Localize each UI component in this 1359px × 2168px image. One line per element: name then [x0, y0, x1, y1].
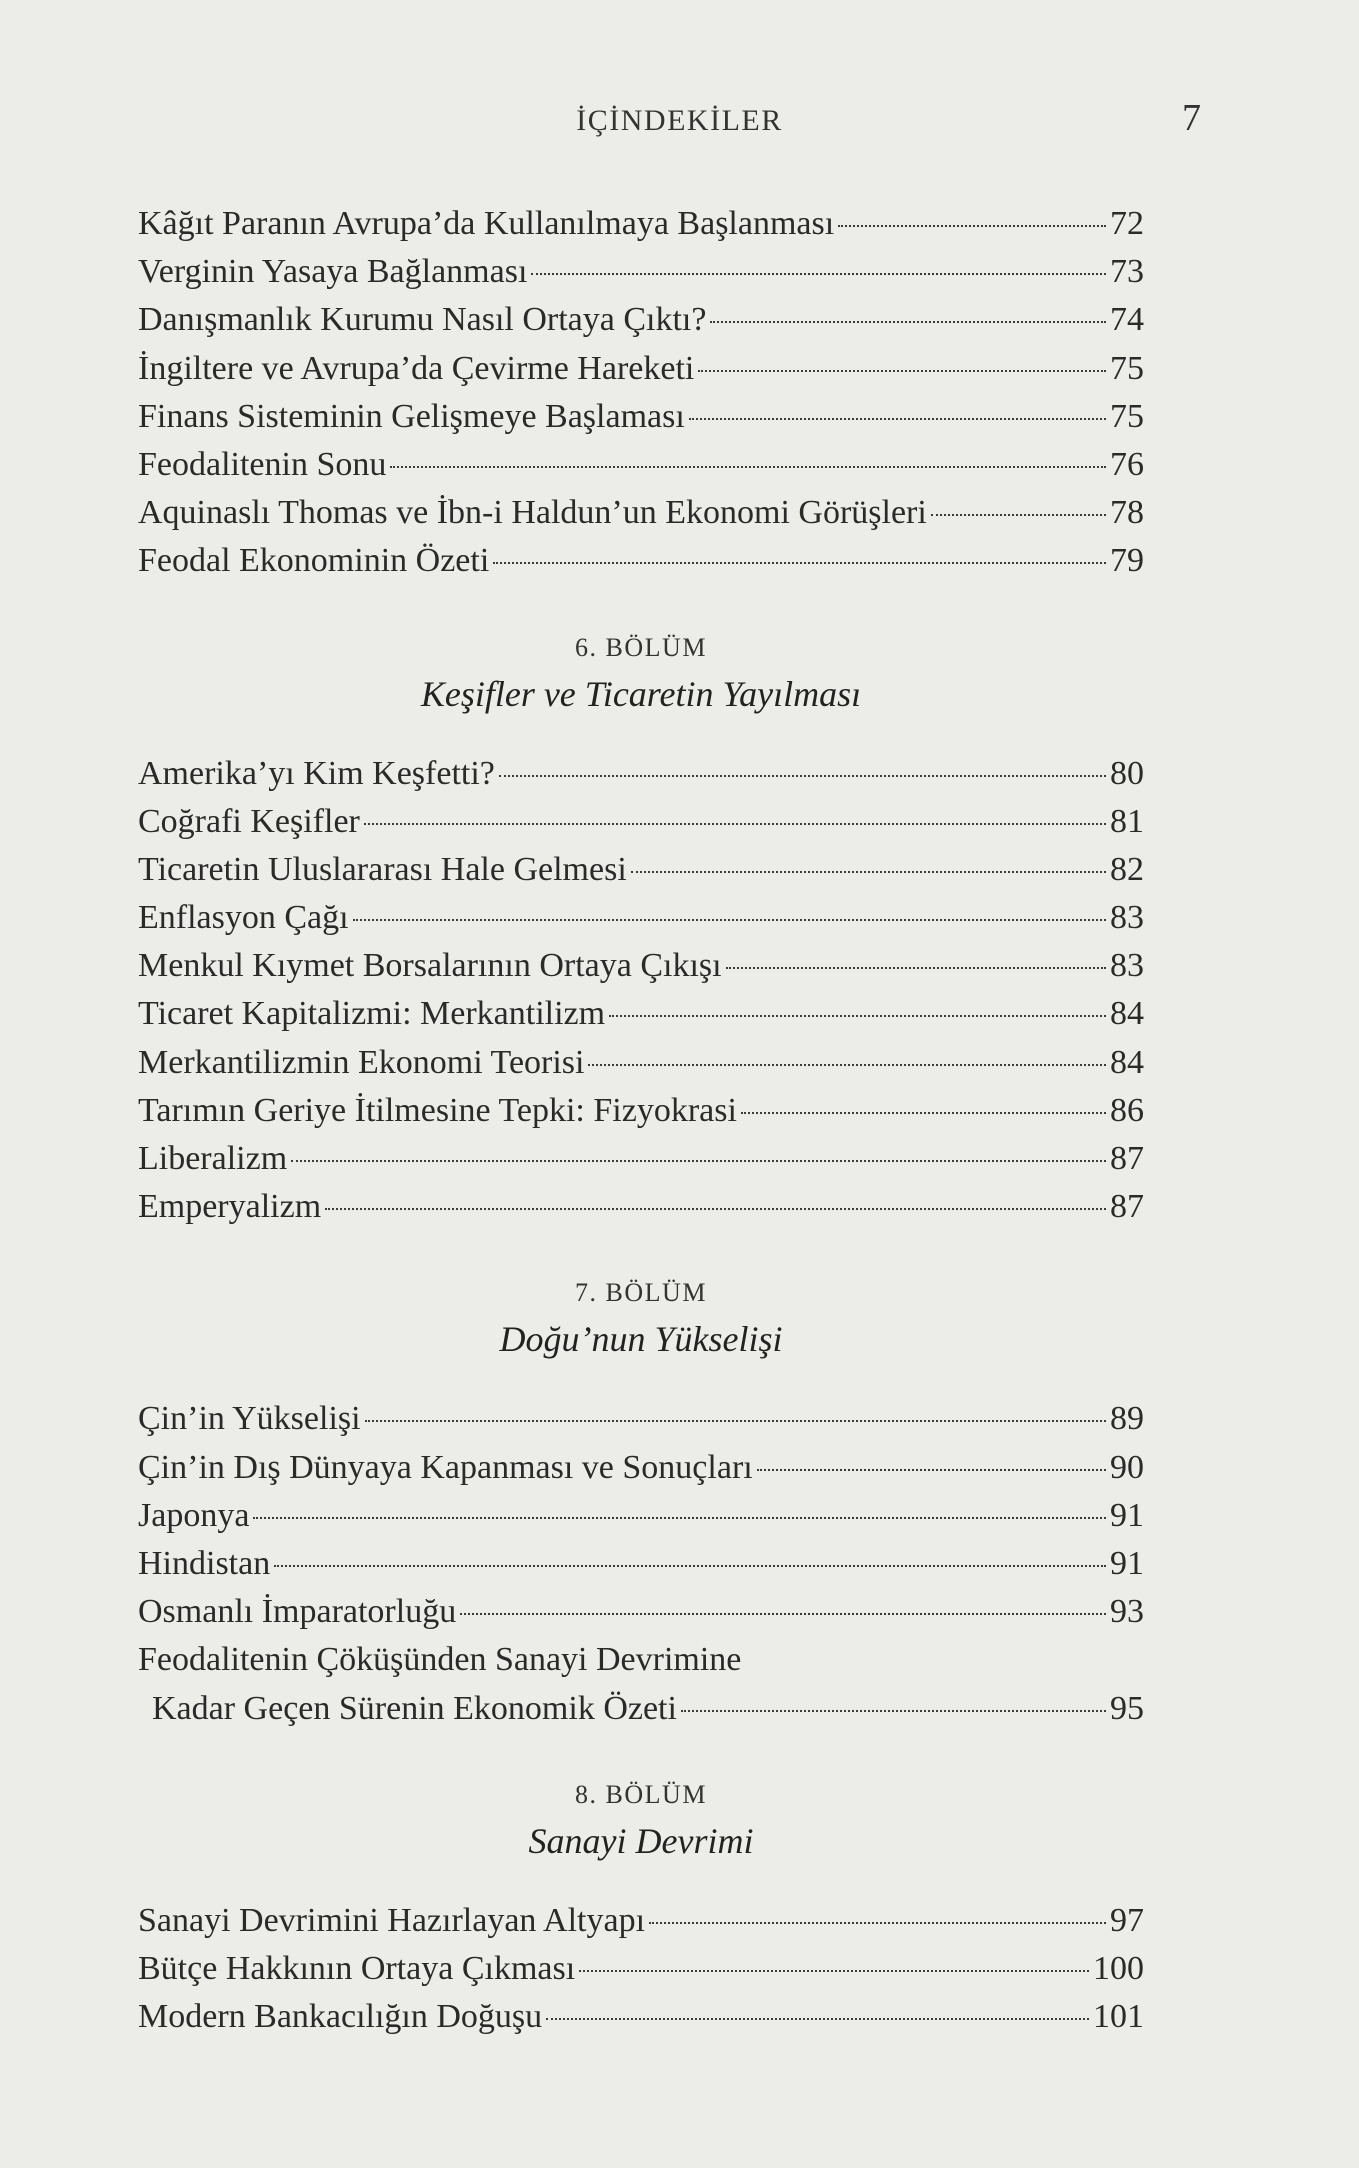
toc-entry[interactable] [138, 750, 1144, 798]
toc-entry-title: Verginin Yasaya Bağlanması [138, 253, 528, 291]
toc-entry-title: Ticaretin Uluslararası Hale Gelmesi [138, 850, 627, 888]
chapter-heading [138, 1777, 1144, 1869]
toc-entry[interactable] [138, 1039, 1144, 1087]
toc-entry-title: Feodalitenin Sonu [138, 445, 387, 483]
toc-entry-title: Modern Bankacılığın Doğuşu [138, 1998, 543, 2036]
toc-entry-page: 91 [1110, 1544, 1144, 1582]
toc-entry-title: Merkantilizmin Ekonomi Teorisi [138, 1043, 585, 1081]
toc-entry-page: 74 [1110, 301, 1144, 339]
toc-entry-title: Ticaret Kapitalizmi: Merkantilizm [138, 995, 606, 1033]
toc-entry[interactable] [138, 1183, 1144, 1231]
toc-entry-title: Coğrafi Keşifler [138, 802, 360, 840]
dot-leader [689, 418, 1106, 420]
toc-entry-title: Liberalizm [138, 1140, 288, 1177]
toc-entry-page: 78 [1110, 494, 1144, 532]
toc-entry-title: Danışmanlık Kurumu Nasıl Ortaya Çıktı? [138, 301, 707, 339]
toc-entry[interactable] [138, 894, 1144, 942]
dot-leader [588, 1064, 1106, 1066]
toc-entry[interactable] [138, 248, 1144, 296]
dot-leader [698, 370, 1106, 372]
toc-entry-title: Menkul Kıymet Borsalarının Ortaya Çıkışı [138, 947, 722, 985]
toc-entry-page: 95 [1110, 1689, 1144, 1727]
chapter-title: Keşifler ve Ticaretin Yayılması [420, 673, 862, 714]
toc-entry-page: 91 [1110, 1496, 1144, 1534]
toc-entry-multiline-second[interactable] [138, 1685, 1144, 1733]
chapter-heading [138, 630, 1144, 722]
toc-entry-page: 75 [1110, 349, 1144, 387]
toc-entry-page: 87 [1110, 1188, 1144, 1226]
toc-entry-page: 87 [1110, 1140, 1144, 1177]
toc-entry-page: 82 [1110, 850, 1144, 888]
toc-entry-title: Feodal Ekonominin Özeti [138, 542, 490, 580]
chapter-number: 8. BÖLÜM [575, 1779, 707, 1809]
toc-entry-title: Çin’in Yükselişi [138, 1400, 361, 1438]
dot-leader [757, 1469, 1106, 1471]
toc-entry-page: 81 [1110, 802, 1144, 840]
toc-entry-page: 72 [1110, 205, 1144, 242]
toc-entry-page: 84 [1110, 1043, 1144, 1081]
page-number: 7 [1182, 97, 1201, 139]
toc-entry[interactable] [138, 345, 1144, 393]
chapter-number: 7. BÖLÜM [575, 1278, 707, 1308]
dot-leader [741, 1112, 1106, 1114]
chapter-heading [138, 1275, 1144, 1367]
toc-entry-title: Hindistan [138, 1544, 271, 1582]
toc-chapter-7 [138, 1275, 1144, 1732]
dot-leader [499, 775, 1106, 777]
toc-entry-title: Kâğıt Paranın Avrupa’da Kullanılmaya Başlanması [138, 205, 835, 242]
toc-entry-title: Çin’in Dış Dünyaya Kapanması ve Sonuçları [138, 1448, 753, 1486]
dot-leader [579, 1970, 1089, 1972]
dot-leader [390, 466, 1106, 468]
table-of-contents [138, 200, 1144, 2041]
toc-entry[interactable] [138, 1444, 1144, 1492]
dot-leader [726, 967, 1106, 969]
toc-entry-page: 93 [1110, 1593, 1144, 1631]
toc-entry[interactable] [138, 441, 1144, 489]
toc-entry[interactable] [138, 489, 1144, 537]
dot-leader [649, 1922, 1106, 1924]
toc-entry-title: Japonya [138, 1496, 250, 1534]
toc-entry[interactable] [138, 537, 1144, 585]
toc-entry-title: Tarımın Geriye İtilmesine Tepki: Fizyokrasi [138, 1091, 737, 1129]
toc-entry-title: Finans Sisteminin Gelişmeye Başlaması [138, 397, 685, 435]
dot-leader [931, 514, 1106, 516]
toc-entry-title: Bütçe Hakkının Ortaya Çıkması [138, 1949, 576, 1987]
toc-chapter-8 [138, 1777, 1144, 2042]
toc-entry[interactable] [138, 200, 1144, 248]
toc-entry[interactable] [138, 1897, 1144, 1945]
dot-leader [710, 321, 1106, 323]
toc-entry-page: 79 [1110, 542, 1144, 580]
toc-entry-title: Feodalitenin Çöküşünden Sanayi Devrimine [138, 1641, 742, 1679]
dot-leader [364, 823, 1106, 825]
toc-entry-page: 73 [1110, 253, 1144, 291]
toc-entry-title: Osmanlı İmparatorluğu [138, 1593, 457, 1631]
dot-leader [531, 273, 1106, 275]
dot-leader [460, 1613, 1106, 1615]
chapter-title: Sanayi Devrimi [528, 1820, 754, 1861]
dot-leader [325, 1208, 1106, 1210]
toc-entry-title: Amerika’yı Kim Keşfetti? [138, 754, 495, 792]
toc-entry[interactable] [138, 1087, 1144, 1135]
dot-leader [274, 1565, 1106, 1567]
chapter-number: 6. BÖLÜM [575, 632, 707, 662]
toc-entry-page: 100 [1093, 1949, 1144, 1987]
toc-entry-page: 101 [1093, 1998, 1144, 2036]
dot-leader [253, 1517, 1106, 1519]
toc-entry-title: Sanayi Devrimini Hazırlayan Altyapı [138, 1901, 646, 1939]
dot-leader [353, 919, 1106, 921]
dot-leader [681, 1710, 1106, 1712]
toc-entry[interactable] [138, 296, 1144, 344]
toc-entry[interactable] [138, 1492, 1144, 1540]
chapter-title: Doğu’nun Yükselişi [499, 1319, 783, 1360]
toc-entry-page: 86 [1110, 1091, 1144, 1129]
toc-entry[interactable] [138, 1993, 1144, 2041]
toc-entry[interactable] [138, 1945, 1144, 1993]
toc-entry[interactable] [138, 846, 1144, 894]
toc-entry-page: 84 [1110, 995, 1144, 1033]
dot-leader [609, 1015, 1106, 1017]
toc-entry-page: 97 [1110, 1901, 1144, 1939]
toc-entry-page: 83 [1110, 947, 1144, 985]
toc-entry-page: 80 [1110, 754, 1144, 792]
toc-entry[interactable] [138, 1135, 1144, 1183]
toc-entry[interactable] [138, 1395, 1144, 1443]
toc-entry[interactable] [138, 990, 1144, 1038]
toc-section-intro [138, 200, 1144, 586]
dot-leader [365, 1420, 1106, 1422]
toc-entry[interactable] [138, 1588, 1144, 1636]
toc-entry-title: Enflasyon Çağı [138, 899, 349, 937]
toc-entry-multiline-first[interactable] [138, 1636, 1144, 1684]
toc-entry[interactable] [138, 798, 1144, 846]
toc-entry-page: 83 [1110, 899, 1144, 937]
toc-chapter-6 [138, 630, 1144, 1232]
toc-entry-title: Kadar Geçen Sürenin Ekonomik Özeti [152, 1689, 677, 1727]
running-head: İÇİNDEKİLER [576, 104, 783, 137]
toc-entry-page: 89 [1110, 1400, 1144, 1438]
dot-leader [631, 871, 1106, 873]
toc-entry[interactable] [138, 1540, 1144, 1588]
toc-entry-page: 90 [1110, 1448, 1144, 1486]
toc-entry[interactable] [138, 393, 1144, 441]
toc-entry-page: 76 [1110, 445, 1144, 483]
dot-leader [291, 1160, 1106, 1162]
dot-leader [546, 2018, 1089, 2020]
toc-entry[interactable] [138, 942, 1144, 990]
dot-leader [838, 225, 1106, 227]
toc-entry-title: Emperyalizm [138, 1188, 322, 1226]
dot-leader [493, 562, 1106, 564]
toc-entry-title: İngiltere ve Avrupa’da Çevirme Hareketi [138, 349, 695, 387]
toc-entry-page: 75 [1110, 397, 1144, 435]
toc-entry-title: Aquinaslı Thomas ve İbn-i Haldun’un Ekonomi Görüşleri [138, 494, 927, 532]
